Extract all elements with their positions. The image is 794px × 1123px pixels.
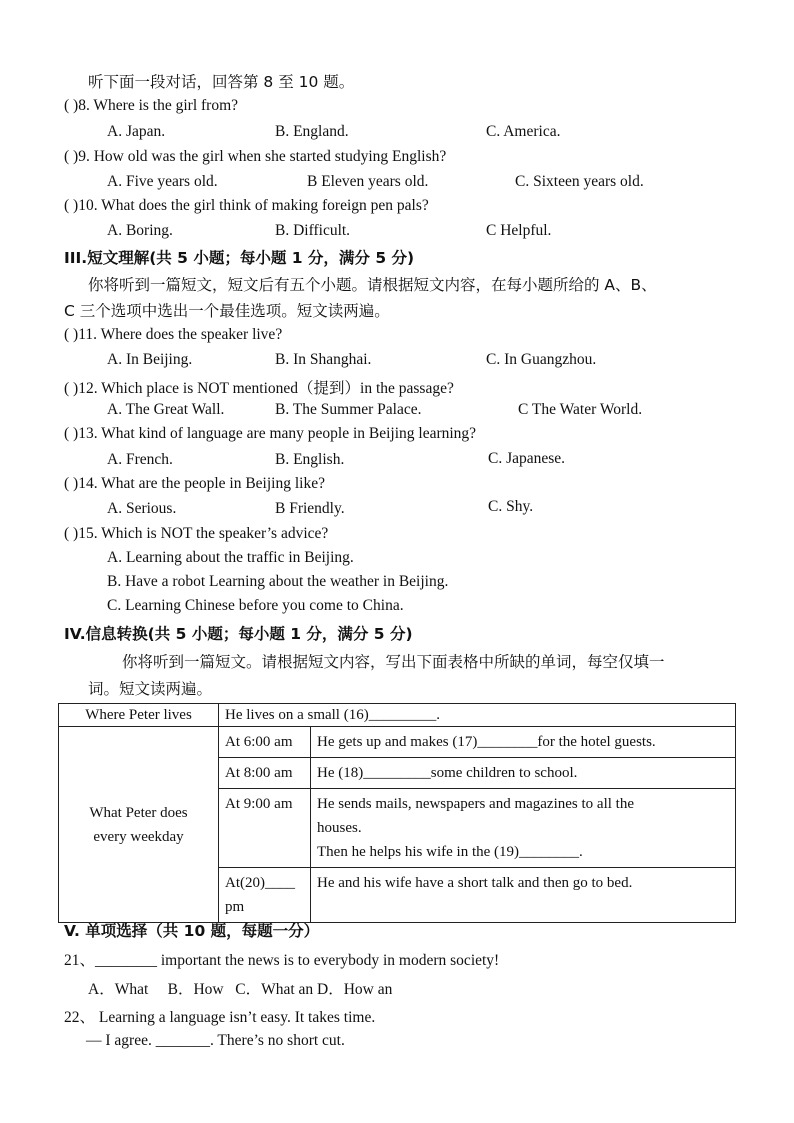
table-row bbox=[59, 704, 736, 727]
question-11-option-a: A. In Beijing. bbox=[107, 351, 193, 368]
question-13-option-b: B. English. bbox=[275, 451, 345, 468]
question-14-option-a: A. Serious. bbox=[107, 500, 177, 517]
question-8-option-c: C. America. bbox=[486, 123, 561, 140]
table-cell-time-20pm bbox=[219, 868, 311, 923]
question-9-option-a: A. Five years old. bbox=[107, 173, 218, 190]
question-8-stem: ( )8. Where is the girl from? bbox=[64, 97, 239, 114]
question-22-reply: — I agree. _______. There’s no short cut. bbox=[86, 1032, 345, 1049]
question-12-stem: ( )12. Which place is NOT mentioned（提到）in the passage? bbox=[64, 380, 454, 397]
question-8-option-b: B. England. bbox=[275, 123, 349, 140]
question-14-option-c: C. Shy. bbox=[488, 498, 534, 515]
question-10-option-c: C Helpful. bbox=[486, 222, 552, 239]
table-cell-activity-6am: He gets up and makes (17)________for the hotel guests. bbox=[311, 727, 736, 758]
listening-intro-8-10: 听下面一段对话，回答第 8 至 10 题。 bbox=[88, 73, 355, 91]
section-3-heading: III.短文理解(共 5 小题；每小题 1 分，满分 5 分) bbox=[64, 249, 415, 267]
table-cell-where-value: He lives on a small (16)_________. bbox=[219, 704, 736, 727]
question-9-option-c: C. Sixteen years old. bbox=[515, 173, 644, 190]
table-cell-weekday-label bbox=[59, 727, 219, 923]
question-15-stem: ( )15. Which is NOT the speaker’s advice? bbox=[64, 525, 329, 542]
question-9-stem: ( )9. How old was the girl when she started studying English? bbox=[64, 148, 447, 165]
question-11-stem: ( )11. Where does the speaker live? bbox=[64, 326, 283, 343]
section-3-instruction-line1: 你将听到一篇短文，短文后有五个小题。请根据短文内容，在每小题所给的 A、B、 bbox=[88, 276, 657, 294]
activity-9am-line1: He sends mails, newspapers and magazines to all the bbox=[317, 796, 634, 812]
question-22-stem: 22、 Learning a language isn’t easy. It takes time. bbox=[64, 1009, 376, 1026]
table-cell-activity-evening: He and his wife have a short talk and then go to bed. bbox=[311, 868, 736, 923]
question-21-options: A．What B．How C．What an D．How an bbox=[88, 981, 393, 998]
question-14-stem: ( )14. What are the people in Beijing like? bbox=[64, 475, 325, 492]
table-cell-activity-9am bbox=[311, 789, 736, 868]
question-10-option-a: A. Boring. bbox=[107, 222, 173, 239]
question-10-option-b: B. Difficult. bbox=[275, 222, 351, 239]
question-12-option-c: C The Water World. bbox=[518, 401, 643, 418]
section-4-instruction-line2: 词。短文读两遍。 bbox=[88, 680, 213, 698]
question-11-option-c: C. In Guangzhou. bbox=[486, 351, 597, 368]
section-5-heading: V. 单项选择（共 10 题，每题一分） bbox=[64, 922, 320, 940]
table-cell-where-label: Where Peter lives bbox=[59, 704, 219, 727]
question-15-option-b: B. Have a robot Learning about the weather in Beijing. bbox=[107, 573, 449, 590]
question-8-option-a: A. Japan. bbox=[107, 123, 166, 140]
section-4-instruction-line1: 你将听到一篇短文。请根据短文内容，写出下面表格中所缺的单词，每空仅填一 bbox=[122, 653, 665, 671]
question-9-option-b: B Eleven years old. bbox=[307, 173, 429, 190]
activity-9am-line2: houses. bbox=[317, 820, 362, 836]
table-row bbox=[59, 727, 736, 758]
time-20-line1: At(20)____ bbox=[225, 875, 295, 891]
time-20-line2: pm bbox=[225, 899, 245, 915]
section-4-heading: IV.信息转换(共 5 小题；每小题 1 分，满分 5 分) bbox=[64, 625, 413, 643]
table-cell-time-8am: At 8:00 am bbox=[219, 758, 311, 789]
question-13-option-a: A. French. bbox=[107, 451, 173, 468]
question-13-stem: ( )13. What kind of language are many people in Beijing learning? bbox=[64, 425, 477, 442]
activity-9am-line3: Then he helps his wife in the (19)________. bbox=[317, 844, 583, 860]
table-cell-time-9am: At 9:00 am bbox=[219, 789, 311, 868]
weekday-label-line1: What Peter does bbox=[89, 804, 188, 821]
question-11-option-b: B. In Shanghai. bbox=[275, 351, 372, 368]
table-cell-activity-8am: He (18)_________some children to school. bbox=[311, 758, 736, 789]
section-3-instruction-line2: C 三个选项中选出一个最佳选项。短文读两遍。 bbox=[64, 302, 390, 320]
question-13-option-c: C. Japanese. bbox=[488, 450, 566, 467]
question-12-option-b: B. The Summer Palace. bbox=[275, 401, 422, 418]
table-cell-time-6am: At 6:00 am bbox=[219, 727, 311, 758]
question-12-option-a: A. The Great Wall. bbox=[107, 401, 225, 418]
question-15-option-c: C. Learning Chinese before you come to China. bbox=[107, 597, 404, 614]
question-15-option-a: A. Learning about the traffic in Beijing. bbox=[107, 549, 354, 566]
question-10-stem: ( )10. What does the girl think of making foreign pen pals? bbox=[64, 197, 429, 214]
question-21-stem: 21、________ important the news is to everybody in modern society! bbox=[64, 952, 500, 969]
weekday-label-line2: every weekday bbox=[93, 828, 184, 845]
question-14-option-b: B Friendly. bbox=[275, 500, 345, 517]
info-conversion-table bbox=[58, 703, 736, 923]
